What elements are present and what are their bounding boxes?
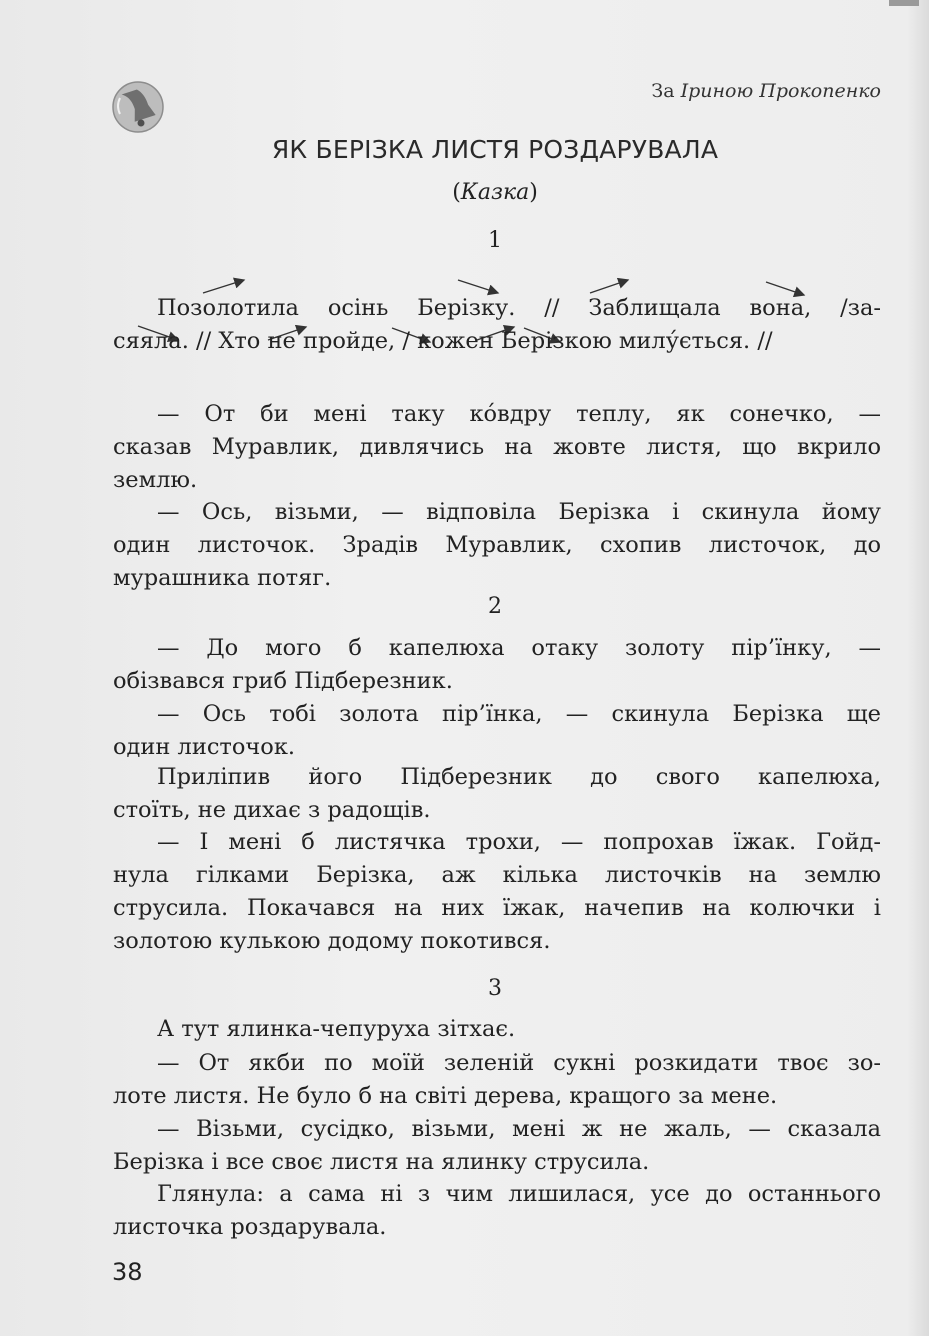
text-line: — От би мені таку ко́вдру теплу, як сонечко, — xyxy=(157,401,881,427)
page-number: 38 xyxy=(112,1258,143,1286)
paragraph-2 xyxy=(113,398,881,497)
section-number-3: 3 xyxy=(488,976,502,1001)
subtitle-text: Казка xyxy=(460,180,530,205)
subtitle-open-paren: ( xyxy=(452,180,461,205)
text-line: сяяла. // Хто не пройде, / кожен Берізкою милу́ється. // xyxy=(113,328,773,354)
text-line: мурашника потяг. xyxy=(113,565,332,591)
paragraph-5 xyxy=(113,698,881,764)
subtitle-close-paren: ) xyxy=(529,180,538,205)
text-line: нула гілками Берізка, аж кілька листочків на землю xyxy=(113,862,881,888)
paragraph-6 xyxy=(113,761,881,827)
text-line: — От якби по моїй зеленій сукні розкидати твоє зо- xyxy=(157,1050,881,1076)
top-edge-mark xyxy=(889,0,919,6)
text-line: — І мені б листячка трохи, — попрохав їжак. Гойд- xyxy=(157,829,881,855)
bell-icon xyxy=(108,78,166,136)
text-line: — Ось, візьми, — відповіла Берізка і скинула йому xyxy=(157,499,881,525)
author-name: Іриною Прокопенко xyxy=(680,80,881,102)
page-edge-shadow xyxy=(907,0,929,1336)
paragraph-10 xyxy=(113,1113,881,1179)
story-subtitle xyxy=(110,180,880,205)
author-prefix: За xyxy=(651,80,675,102)
text-line: — Ось тобі золота пір’їнка, — скинула Берізка ще xyxy=(157,701,881,727)
text-line: сказав Муравлик, дивлячись на жовте листя, що вкрило xyxy=(113,434,881,460)
text-line: Позолотила осінь Берізку. // Заблищала вона, /за- xyxy=(157,295,881,321)
text-line: стоїть, не дихає з радощів. xyxy=(113,797,431,823)
section-number-1: 1 xyxy=(488,228,502,253)
text-line: Берізка і все своє листя на ялинку струсила. xyxy=(113,1149,650,1175)
text-line: Приліпив його Підберезник до свого капелюха, xyxy=(157,764,881,790)
paragraph-8 xyxy=(113,1013,881,1046)
text-line: лоте листя. Не було б на світі дерева, кращого за мене. xyxy=(113,1083,778,1109)
text-line: обізвався гриб Підберезник. xyxy=(113,668,453,694)
section-number-2: 2 xyxy=(488,594,502,619)
text-line: один листочок. Зрадів Муравлик, схопив листочок, до xyxy=(113,532,881,558)
text-line: золотою кулькою додому покотився. xyxy=(113,928,551,954)
text-line: один листочок. xyxy=(113,734,296,760)
text-line: А тут ялинка-чепуруха зітхає. xyxy=(157,1016,516,1042)
author-line xyxy=(651,80,881,102)
text-line: землю. xyxy=(113,467,198,493)
text-line: — До мого б капелюха отаку золоту пір’їнку, — xyxy=(157,635,881,661)
paragraph-9 xyxy=(113,1047,881,1113)
paragraph-3 xyxy=(113,496,881,595)
text-line: струсила. Покачався на них їжак, начепив на колючки і xyxy=(113,895,881,921)
paragraph-1 xyxy=(113,292,881,358)
paragraph-4 xyxy=(113,632,881,698)
text-line: листочка роздарувала. xyxy=(113,1214,387,1240)
story-title: ЯК БЕРІЗКА ЛИСТЯ РОЗДАРУВАЛА xyxy=(271,135,719,164)
text-line: — Візьми, сусідко, візьми, мені ж не жаль, — сказала xyxy=(157,1116,881,1142)
text-line: Глянула: а сама ні з чим лишилася, усе до останнього xyxy=(157,1181,881,1207)
paragraph-7 xyxy=(113,826,881,958)
paragraph-11 xyxy=(113,1178,881,1244)
